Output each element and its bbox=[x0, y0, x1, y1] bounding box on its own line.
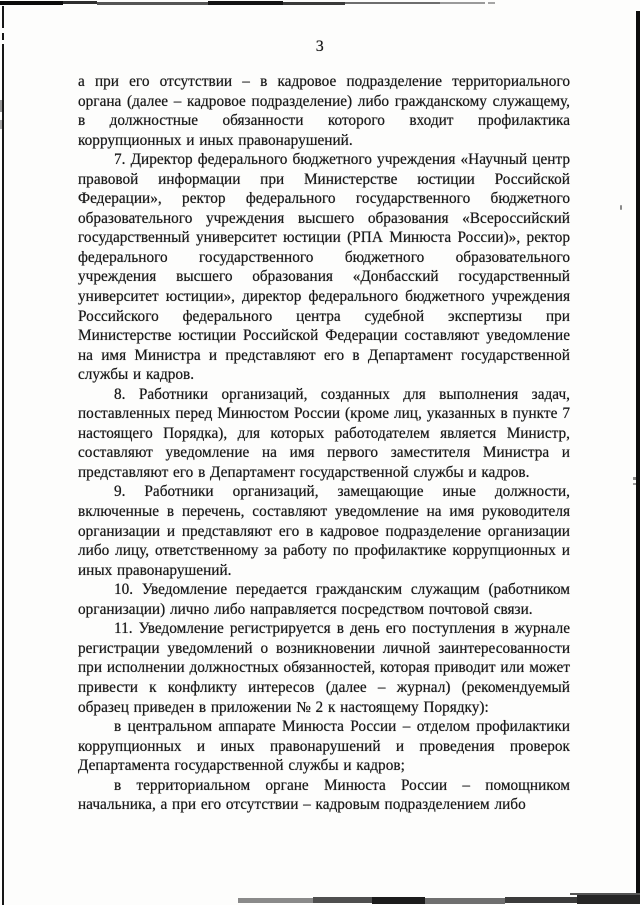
paragraph-item-7: 7. Директор федерального бюджетного учреждения «Научный центр правовой информации при Министерстве юстиции Российской Федерации», ректор федерального государственного бюджетного образовательного учреждения высшего образования «Всероссийский государственный университет юстиции (РПА Минюста России)», ректор федерального государственного бюджетного образовательного учреждения высшего образования «Донбасский государственный университет юстиции», директор федерального бюджетного учреждения Российского федерального центра судебной экспертизы при Министерстве юстиции Российской Федерации составляют уведомление на имя Министра и представляют его в Департамент государственной службы и кадров. bbox=[78, 151, 570, 384]
scan-edge-top-segment bbox=[97, 2, 208, 5]
scan-edge-right-tick bbox=[633, 483, 636, 485]
scan-edge-top-segment bbox=[208, 1, 283, 5]
scan-edge-bottom-segment bbox=[425, 898, 505, 904]
document-body bbox=[78, 72, 570, 815]
paragraph-continuation: а при его отсутствии – в кадровое подразделение территориального органа (далее – кадровое подразделение) либо гражданскому служащему, в должностные обязанности которого входит профилактика коррупционных и иных правонарушений. bbox=[78, 73, 570, 149]
paragraph-item-11: 11. Уведомление регистрируется в день его поступления в журнале регистрации уведомлений о возникновении личной заинтересованности при исполнении должностных обязанностей, которая приводит или может привести к конфликту интересов (далее – журнал) (рекомендуемый образец приведен в приложении № 2 к настоящему Порядку): bbox=[78, 620, 570, 716]
scan-edge-left-line bbox=[2, 6, 4, 905]
scan-edge-right-bar bbox=[636, 11, 640, 895]
scan-speckle bbox=[620, 205, 622, 210]
scan-edge-left-gap bbox=[1, 28, 5, 33]
scan-edge-bottom-segment bbox=[372, 897, 425, 904]
scan-edge-bottom-segment bbox=[505, 897, 577, 903]
scan-edge-bottom-segment bbox=[313, 897, 372, 903]
paragraph-clause-territorial-body: в территориальном органе Минюста России – помощником начальника, а при его отсутствии – кадровым подразделением либо bbox=[78, 776, 570, 814]
paragraph-clause-central-apparatus: в центральном аппарате Минюста России – отделом профилактики коррупционных и иных правонарушений и проведения проверок Департамента государственной службы и кадров; bbox=[78, 718, 570, 775]
scan-edge-top-segment bbox=[0, 1, 63, 5]
scan-edge-top-segment bbox=[488, 2, 495, 4]
paragraph-item-10: 10. Уведомление передается гражданским служащим (работником организации) лично либо направляется посредством почтовой связи. bbox=[78, 581, 570, 618]
scan-edge-left-dash bbox=[0, 100, 2, 112]
scan-edge-top-segment bbox=[63, 1, 97, 4]
scan-edge-right-tick bbox=[633, 477, 636, 480]
scan-edge-top-segment bbox=[345, 2, 440, 4]
scan-edge-bottom-segment bbox=[577, 895, 640, 904]
paragraph-item-9: 9. Работники организаций, замещающие иные должности, включенные в перечень, составляют уведомление на имя руководителя организации и представляют его в кадровое подразделение организации либо лицу, ответственному за работу по профилактике коррупционных и иных правонарушений. bbox=[78, 483, 570, 579]
scan-edge-bottom-segment bbox=[238, 898, 313, 903]
page-number: 3 bbox=[315, 38, 325, 55]
scan-edge-bottom-step bbox=[570, 893, 640, 895]
paragraph-item-8: 8. Работники организаций, созданных для выполнения задач, поставленных перед Минюстом России (кроме лиц, указанных в пункте 7 настоящего Порядка), для которых работодателем является Министр, составляют уведомление на имя первого заместителя Министра и представляют его в Департамент государственной службы и кадров. bbox=[78, 385, 570, 481]
scan-edge-top-segment bbox=[440, 2, 485, 4]
scan-edge-top-segment bbox=[283, 2, 345, 5]
scan-edge-left-dash bbox=[0, 120, 2, 129]
